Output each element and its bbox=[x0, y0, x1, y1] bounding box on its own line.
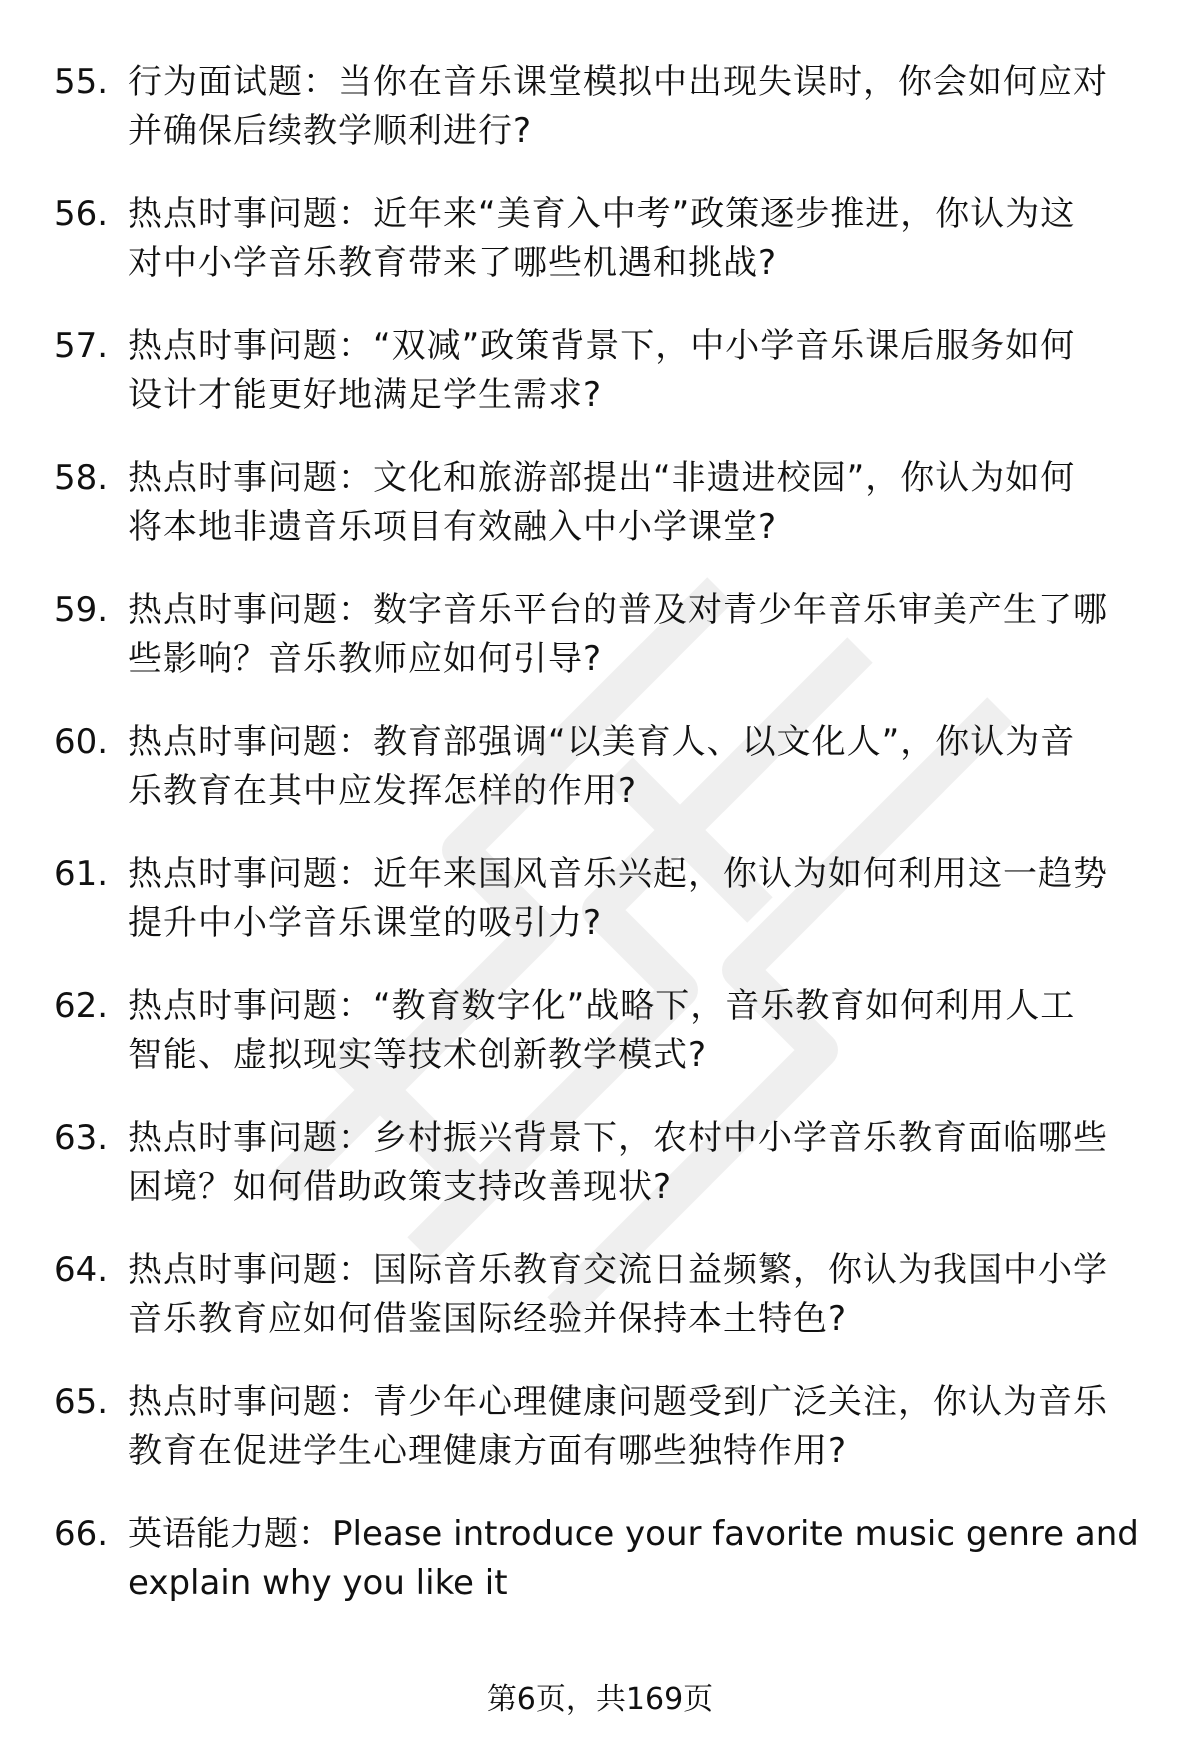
question-line-2: 提升中小学音乐课堂的吸引力? bbox=[128, 903, 603, 943]
question-text bbox=[128, 58, 1200, 156]
question-line-2: 乐教育在其中应发挥怎样的作用? bbox=[128, 771, 638, 811]
question-number: 58. bbox=[54, 458, 109, 498]
question-text bbox=[128, 322, 1200, 420]
question-item bbox=[54, 1246, 1164, 1378]
question-text bbox=[128, 718, 1200, 816]
question-item bbox=[54, 1510, 1164, 1642]
question-line-1: 行为面试题：当你在音乐课堂模拟中出现失误时，你会如何应对 bbox=[128, 62, 1108, 102]
question-item bbox=[54, 1114, 1164, 1246]
question-text bbox=[128, 1378, 1200, 1476]
question-line-1: 热点时事问题：数字音乐平台的普及对青少年音乐审美产生了哪 bbox=[128, 590, 1108, 630]
question-number: 66. bbox=[54, 1514, 109, 1554]
question-line-1: 热点时事问题：乡村振兴背景下，农村中小学音乐教育面临哪些 bbox=[128, 1118, 1108, 1158]
question-number: 62. bbox=[54, 986, 109, 1026]
question-text bbox=[128, 982, 1200, 1080]
question-text bbox=[128, 1510, 1200, 1608]
question-line-1: 热点时事问题：近年来“美育入中考”政策逐步推进，你认为这 bbox=[128, 194, 1076, 234]
question-item bbox=[54, 190, 1164, 322]
question-number: 57. bbox=[54, 326, 109, 366]
question-line-2: explain why you like it bbox=[128, 1563, 508, 1603]
question-line-1: 热点时事问题：文化和旅游部提出“非遗进校园”，你认为如何 bbox=[128, 458, 1076, 498]
question-item bbox=[54, 454, 1164, 586]
question-number: 55. bbox=[54, 62, 109, 102]
question-number: 60. bbox=[54, 722, 109, 762]
question-line-2: 困境？如何借助政策支持改善现状? bbox=[128, 1167, 673, 1207]
question-item bbox=[54, 982, 1164, 1114]
question-line-1: 英语能力题：Please introduce your favorite music genre and bbox=[128, 1514, 1139, 1554]
question-line-1: 热点时事问题：“双减”政策背景下，中小学音乐课后服务如何 bbox=[128, 326, 1076, 366]
question-line-1: 热点时事问题：“教育数字化”战略下，音乐教育如何利用人工 bbox=[128, 986, 1076, 1026]
question-line-2: 设计才能更好地满足学生需求? bbox=[128, 375, 603, 415]
question-text bbox=[128, 586, 1200, 684]
question-line-1: 热点时事问题：近年来国风音乐兴起，你认为如何利用这一趋势 bbox=[128, 854, 1108, 894]
question-number: 59. bbox=[54, 590, 109, 630]
question-number: 65. bbox=[54, 1382, 109, 1422]
question-number: 64. bbox=[54, 1250, 109, 1290]
question-line-2: 将本地非遗音乐项目有效融入中小学课堂? bbox=[128, 507, 778, 547]
question-line-2: 对中小学音乐教育带来了哪些机遇和挑战? bbox=[128, 243, 778, 283]
question-line-2: 并确保后续教学顺利进行? bbox=[128, 111, 533, 151]
question-item bbox=[54, 718, 1164, 850]
question-line-1: 热点时事问题：国际音乐教育交流日益频繁，你认为我国中小学 bbox=[128, 1250, 1108, 1290]
question-line-2: 些影响？音乐教师应如何引导? bbox=[128, 639, 603, 679]
question-text bbox=[128, 1114, 1200, 1212]
question-text bbox=[128, 454, 1200, 552]
question-line-1: 热点时事问题：教育部强调“以美育人、以文化人”，你认为音 bbox=[128, 722, 1076, 762]
question-number: 63. bbox=[54, 1118, 109, 1158]
question-item bbox=[54, 850, 1164, 982]
question-line-2: 音乐教育应如何借鉴国际经验并保持本土特色? bbox=[128, 1299, 848, 1339]
question-line-2: 智能、虚拟现实等技术创新教学模式? bbox=[128, 1035, 708, 1075]
question-text bbox=[128, 850, 1200, 948]
question-number: 61. bbox=[54, 854, 109, 894]
question-line-1: 热点时事问题：青少年心理健康问题受到广泛关注，你认为音乐 bbox=[128, 1382, 1108, 1422]
question-item bbox=[54, 58, 1164, 190]
question-number: 56. bbox=[54, 194, 109, 234]
question-line-2: 教育在促进学生心理健康方面有哪些独特作用? bbox=[128, 1431, 848, 1471]
page-footer: 第6页，共169页 bbox=[486, 1682, 714, 1717]
question-item bbox=[54, 1378, 1164, 1510]
question-list bbox=[54, 58, 1164, 1642]
question-text bbox=[128, 190, 1200, 288]
question-item bbox=[54, 586, 1164, 718]
question-text bbox=[128, 1246, 1200, 1344]
question-item bbox=[54, 322, 1164, 454]
